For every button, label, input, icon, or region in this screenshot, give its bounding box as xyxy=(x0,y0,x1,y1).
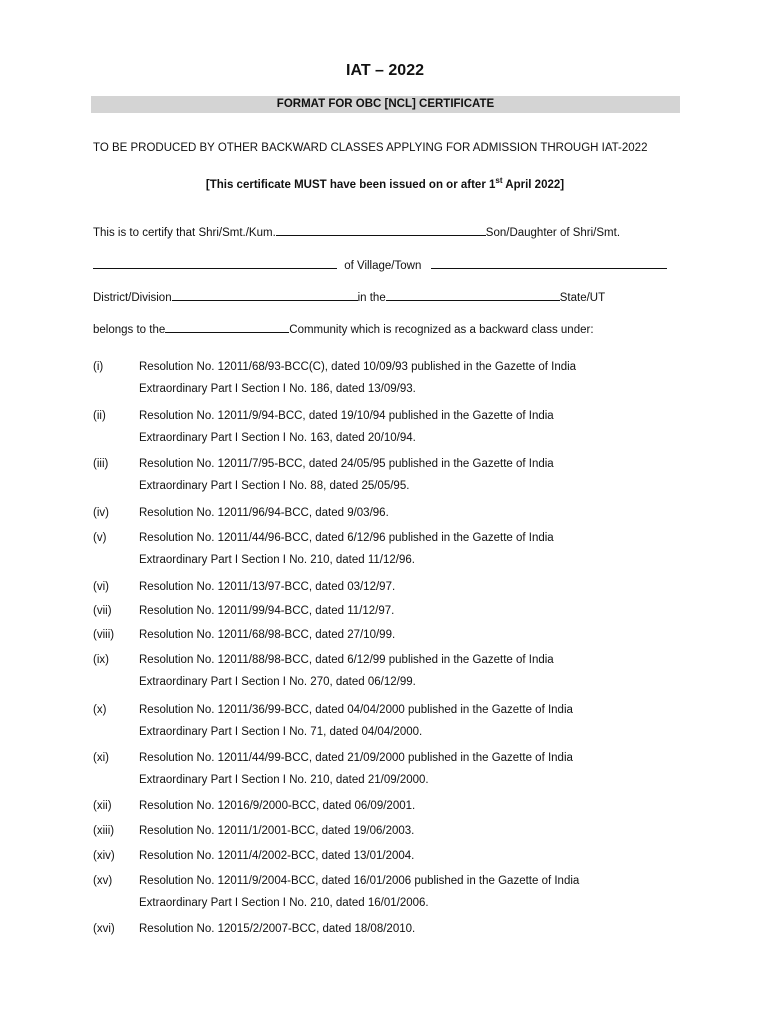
resolution-line-1: Resolution No. 12011/36/99-BCC, dated 04/04/2000 published in the Gazette of India xyxy=(139,704,573,716)
resolution-line-1: Resolution No. 12011/68/93-BCC(C), dated 10/09/93 published in the Gazette of India xyxy=(139,361,577,373)
resolution-text xyxy=(139,410,659,444)
resolution-number: (i) xyxy=(93,361,104,373)
community-text: Community which is recognized as a backward class under: xyxy=(289,324,594,336)
resolution-text xyxy=(139,875,659,909)
form-line-1 xyxy=(93,223,620,239)
resolution-line-1: Resolution No. 12011/4/2002-BCC, dated 13/01/2004. xyxy=(139,850,415,862)
form-line-4 xyxy=(93,320,594,336)
resolution-text xyxy=(139,605,659,617)
state-blank xyxy=(386,288,560,301)
resolution-number: (viii) xyxy=(93,629,115,641)
community-blank xyxy=(165,320,289,333)
resolution-text xyxy=(139,923,659,935)
resolution-line-1: Resolution No. 12011/96/94-BCC, dated 9/03/96. xyxy=(139,507,389,519)
village-town-text: of Village/Town xyxy=(344,260,422,272)
note-superscript: st xyxy=(495,176,503,185)
form-line-2 xyxy=(93,256,667,272)
resolution-text xyxy=(139,361,659,395)
resolution-number: (xi) xyxy=(93,752,109,764)
parent-name-blank xyxy=(93,256,337,269)
resolution-number: (iii) xyxy=(93,458,109,470)
certify-text: This is to certify that Shri/Smt./Kum. xyxy=(93,227,276,239)
note-text-before: [This certificate MUST have been issued on or after 1 xyxy=(205,178,496,191)
resolution-number: (xv) xyxy=(93,875,113,887)
belongs-text: belongs to the xyxy=(93,324,166,336)
resolution-number: (iv) xyxy=(93,507,109,519)
state-ut-text: State/UT xyxy=(559,292,606,304)
resolution-number: (ii) xyxy=(93,410,106,422)
resolution-number: (vi) xyxy=(93,581,109,593)
resolution-number: (ix) xyxy=(93,654,109,666)
resolution-number: (xii) xyxy=(93,800,112,812)
resolution-text xyxy=(139,850,659,862)
resolution-line-1: Resolution No. 12011/88/98-BCC, dated 6/12/99 published in the Gazette of India xyxy=(139,654,554,666)
resolution-text xyxy=(139,752,659,786)
resolution-line-1: Resolution No. 12011/68/98-BCC, dated 27/10/99. xyxy=(139,629,396,641)
resolution-line-1: Resolution No. 12011/9/2004-BCC, dated 16/01/2006 published in the Gazette of India xyxy=(139,875,580,887)
resolution-line-1: Resolution No. 12011/1/2001-BCC, dated 19/06/2003. xyxy=(139,825,415,837)
district-blank xyxy=(172,288,358,301)
in-the-text: in the xyxy=(357,292,386,304)
resolution-line-2: Extraordinary Part I Section I No. 71, dated 04/04/2000. xyxy=(139,726,423,738)
note-text-after: April 2022] xyxy=(502,178,565,191)
issue-date-note xyxy=(0,176,770,191)
village-town-blank xyxy=(431,256,667,269)
resolution-number: (xvi) xyxy=(93,923,115,935)
resolution-line-2: Extraordinary Part I Section I No. 186, dated 13/09/93. xyxy=(139,383,416,395)
resolution-line-2: Extraordinary Part I Section I No. 210, dated 11/12/96. xyxy=(139,554,415,566)
resolution-line-1: Resolution No. 12011/13/97-BCC, dated 03/12/97. xyxy=(139,581,396,593)
resolution-text xyxy=(139,825,659,837)
resolution-line-1: Resolution No. 12011/99/94-BCC, dated 11/12/97. xyxy=(139,605,395,617)
page-title: IAT – 2022 xyxy=(346,62,424,79)
resolution-line-2: Extraordinary Part I Section I No. 210, dated 21/09/2000. xyxy=(139,774,429,786)
resolution-text xyxy=(139,581,659,593)
resolution-text xyxy=(139,704,659,738)
resolution-text xyxy=(139,532,659,566)
resolution-line-2: Extraordinary Part I Section I No. 270, dated 06/12/99. xyxy=(139,676,416,688)
resolution-text xyxy=(139,654,659,688)
resolution-line-2: Extraordinary Part I Section I No. 88, dated 25/05/95. xyxy=(139,480,410,492)
resolution-number: (v) xyxy=(93,532,107,544)
resolution-line-1: Resolution No. 12016/9/2000-BCC, dated 06/09/2001. xyxy=(139,800,416,812)
district-text: District/Division xyxy=(93,292,172,304)
resolution-number: (xiii) xyxy=(93,825,115,837)
name-blank xyxy=(276,223,486,236)
son-daughter-text: Son/Daughter of Shri/Smt. xyxy=(485,227,621,239)
resolution-line-2: Extraordinary Part I Section I No. 210, dated 16/01/2006. xyxy=(139,897,429,909)
form-line-3 xyxy=(93,288,605,304)
resolution-number: (xiv) xyxy=(93,850,115,862)
resolution-line-2: Extraordinary Part I Section I No. 163, dated 20/10/94. xyxy=(139,432,416,444)
intro-text: TO BE PRODUCED BY OTHER BACKWARD CLASSES APPLYING FOR ADMISSION THROUGH IAT-2022 xyxy=(93,142,648,154)
resolution-line-1: Resolution No. 12011/44/96-BCC, dated 6/12/96 published in the Gazette of India xyxy=(139,532,554,544)
resolution-line-1: Resolution No. 12011/9/94-BCC, dated 19/10/94 published in the Gazette of India xyxy=(139,410,554,422)
resolution-line-1: Resolution No. 12011/44/99-BCC, dated 21/09/2000 published in the Gazette of India xyxy=(139,752,573,764)
format-banner: FORMAT FOR OBC [NCL] CERTIFICATE xyxy=(91,96,680,113)
resolution-line-1: Resolution No. 12015/2/2007-BCC, dated 18/08/2010. xyxy=(139,923,416,935)
resolution-text xyxy=(139,458,659,492)
resolution-text xyxy=(139,800,659,812)
resolution-number: (x) xyxy=(93,704,107,716)
resolution-text xyxy=(139,507,659,519)
resolution-text xyxy=(139,629,659,641)
resolution-number: (vii) xyxy=(93,605,112,617)
resolution-line-1: Resolution No. 12011/7/95-BCC, dated 24/05/95 published in the Gazette of India xyxy=(139,458,554,470)
